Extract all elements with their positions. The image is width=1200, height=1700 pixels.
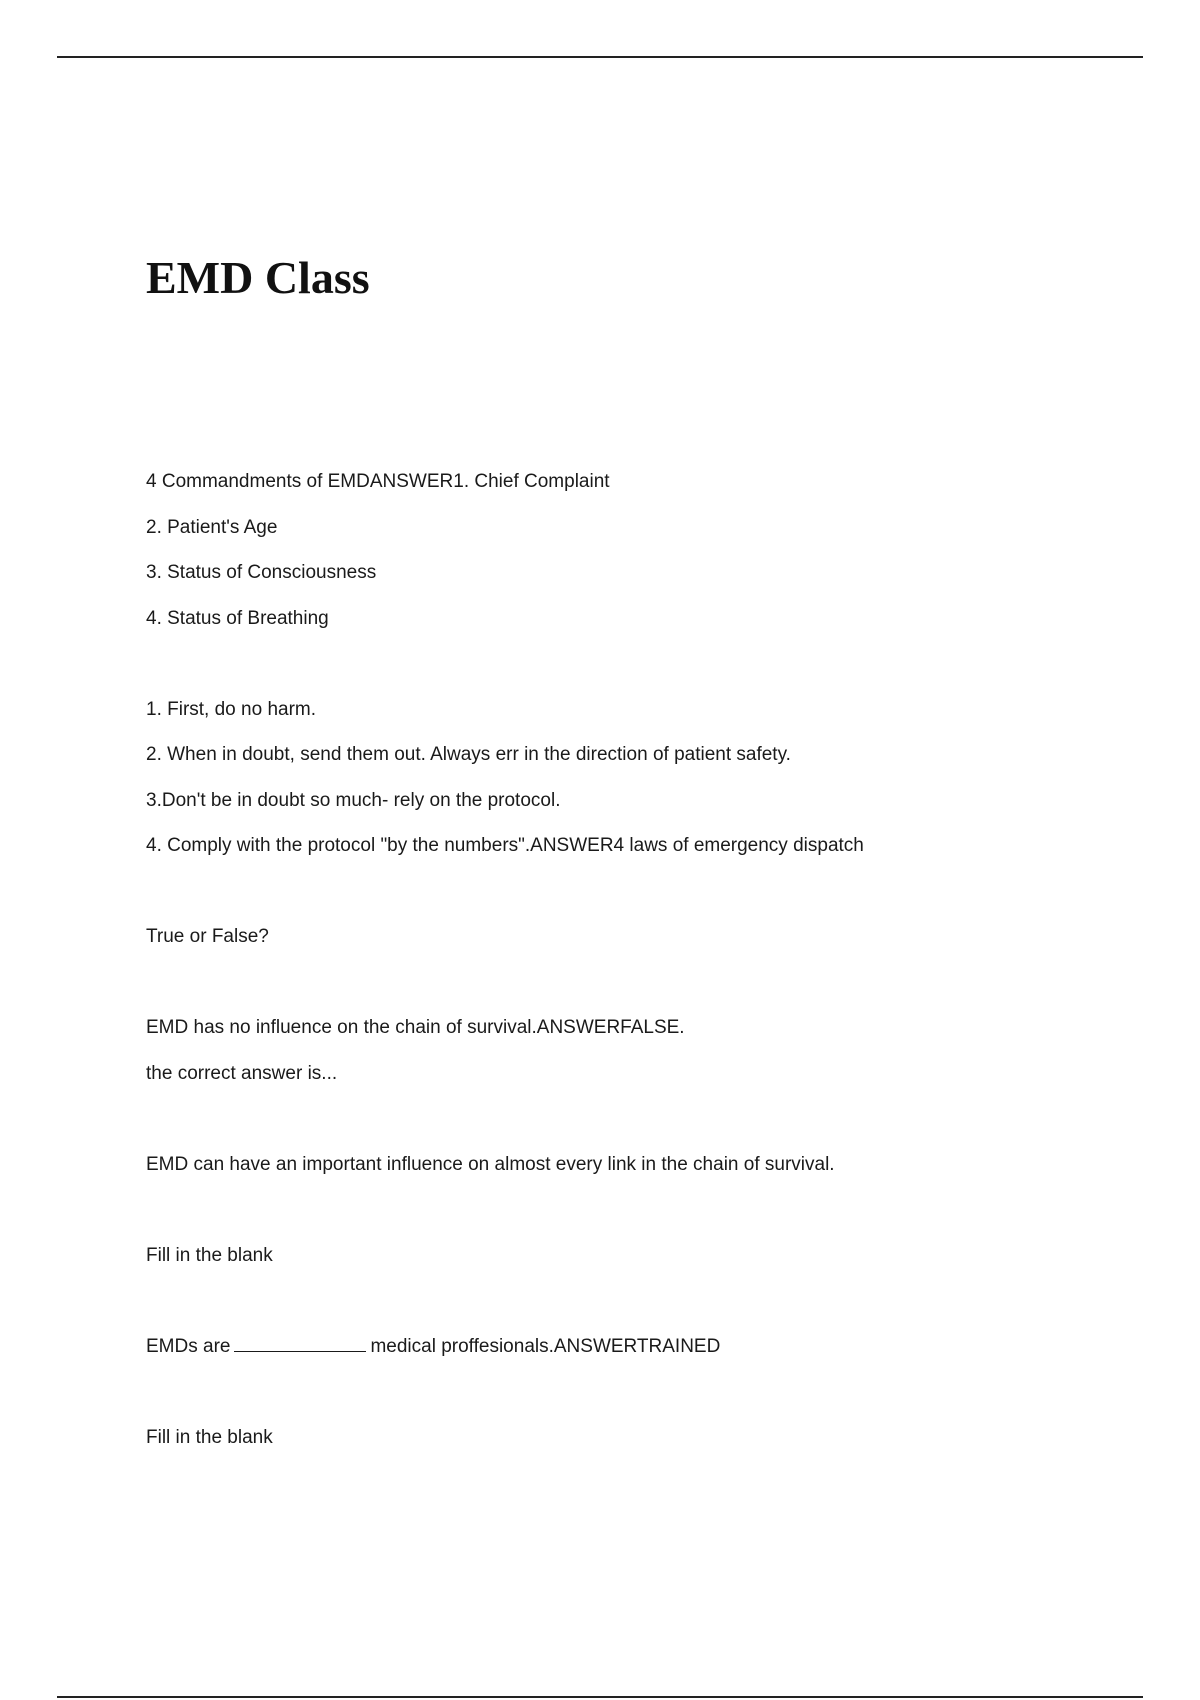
- commandment-item-3: 3. Status of Consciousness: [146, 562, 377, 583]
- fill-blank-lead: EMDs are: [146, 1336, 231, 1357]
- true-false-heading: True or False?: [146, 926, 269, 947]
- law-item-4-answer: 4. Comply with the protocol "by the numbers".ANSWER4 laws of emergency dispatch: [146, 835, 864, 856]
- commandments-question: 4 Commandments of EMDANSWER1. Chief Complaint: [146, 471, 610, 492]
- fill-blank-heading-1: Fill in the blank: [146, 1245, 273, 1266]
- law-item-1: 1. First, do no harm.: [146, 699, 317, 720]
- fill-blank-tail: medical proffesionals.ANSWERTRAINED: [370, 1336, 721, 1357]
- document-title: EMD Class: [146, 252, 370, 303]
- law-item-3: 3.Don't be in doubt so much- rely on the protocol.: [146, 790, 561, 811]
- fill-blank-heading-2: Fill in the blank: [146, 1427, 273, 1448]
- law-item-2: 2. When in doubt, send them out. Always err in the direction of patient safety.: [146, 744, 791, 765]
- chain-question: EMD has no influence on the chain of survival.ANSWERFALSE.: [146, 1017, 685, 1038]
- fill-blank-question: [146, 1334, 720, 1360]
- footer-rule: [57, 1696, 1143, 1698]
- answer-blank: [234, 1334, 366, 1352]
- commandment-item-2: 2. Patient's Age: [146, 517, 278, 538]
- correct-answer-text: EMD can have an important influence on almost every link in the chain of survival.: [146, 1154, 835, 1175]
- commandment-item-4: 4. Status of Breathing: [146, 608, 329, 629]
- correct-answer-lead: the correct answer is...: [146, 1063, 338, 1084]
- header-rule: [57, 56, 1143, 58]
